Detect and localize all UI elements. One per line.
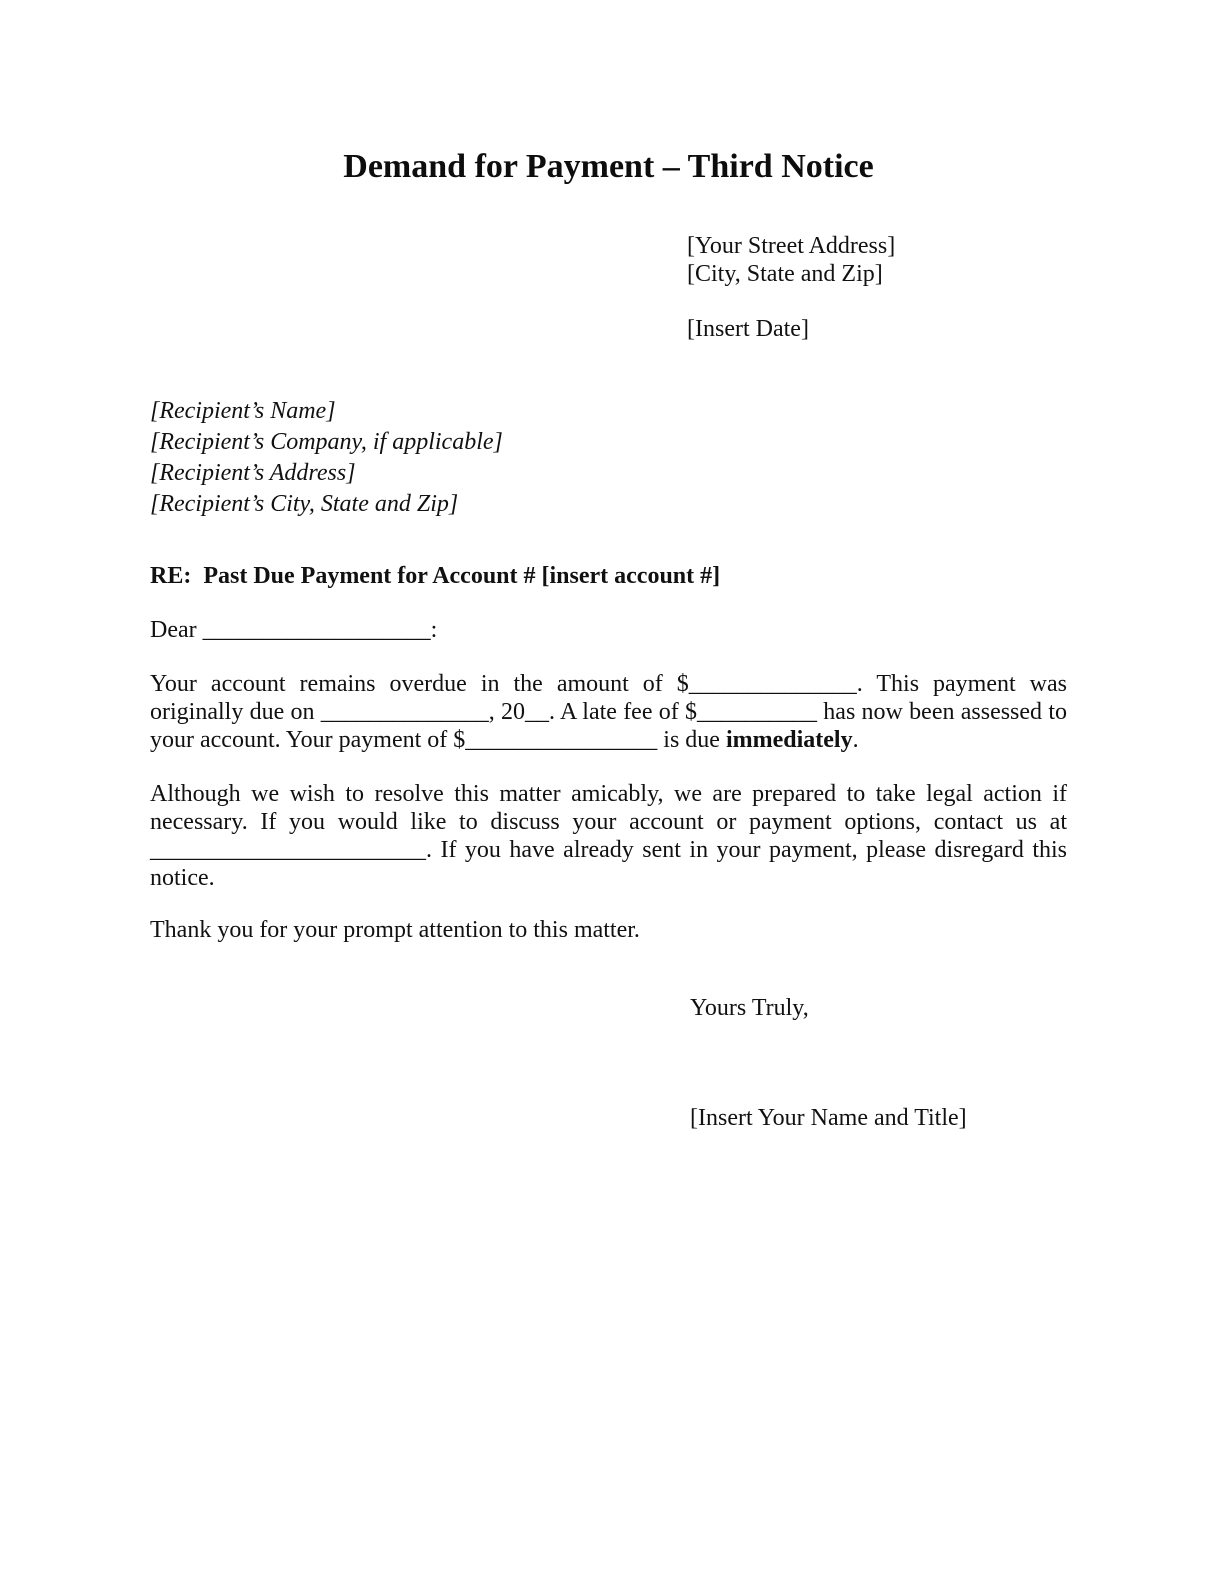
sender-street-address: [Your Street Address] bbox=[687, 233, 896, 259]
subject-line: RE: Past Due Payment for Account # [insert account #] bbox=[150, 563, 721, 589]
body-paragraph-overdue bbox=[150, 670, 1067, 754]
salutation-line: Dear ___________________: bbox=[150, 617, 438, 643]
recipient-city-state-zip: [Recipient’s City, State and Zip] bbox=[150, 491, 459, 517]
signature-name-title: [Insert Your Name and Title] bbox=[690, 1105, 967, 1131]
letter-date: [Insert Date] bbox=[687, 316, 809, 342]
sender-city-state-zip: [City, State and Zip] bbox=[687, 261, 883, 287]
recipient-company: [Recipient’s Company, if applicable] bbox=[150, 429, 503, 455]
paragraph1-text: Your account remains overdue in the amount of $______________. This payment was originally due on ______________, 20__. A late fee of $__________ has now been assessed to your account. Your payment of $________________ is due bbox=[150, 671, 1067, 753]
paragraph1-period: . bbox=[852, 727, 859, 753]
letter-title: Demand for Payment – Third Notice bbox=[343, 148, 874, 185]
closing-block bbox=[690, 994, 1067, 1132]
body-paragraph-thank-you: Thank you for your prompt attention to this matter. bbox=[150, 917, 640, 943]
recipient-name: [Recipient’s Name] bbox=[150, 398, 336, 424]
body-paragraph-legal-action: Although we wish to resolve this matter amicably, we are prepared to take legal action if necessary. If you would like to discuss your account or payment options, contact us at _______________________. If you have already sent in your payment, please disregard this notice. bbox=[150, 781, 1067, 891]
sender-address-block bbox=[687, 232, 1067, 343]
closing-phrase: Yours Truly, bbox=[690, 995, 809, 1021]
recipient-address: [Recipient’s Address] bbox=[150, 460, 356, 486]
paragraph1-bold-word: immediately bbox=[725, 727, 853, 753]
recipient-address-block bbox=[150, 396, 1067, 520]
